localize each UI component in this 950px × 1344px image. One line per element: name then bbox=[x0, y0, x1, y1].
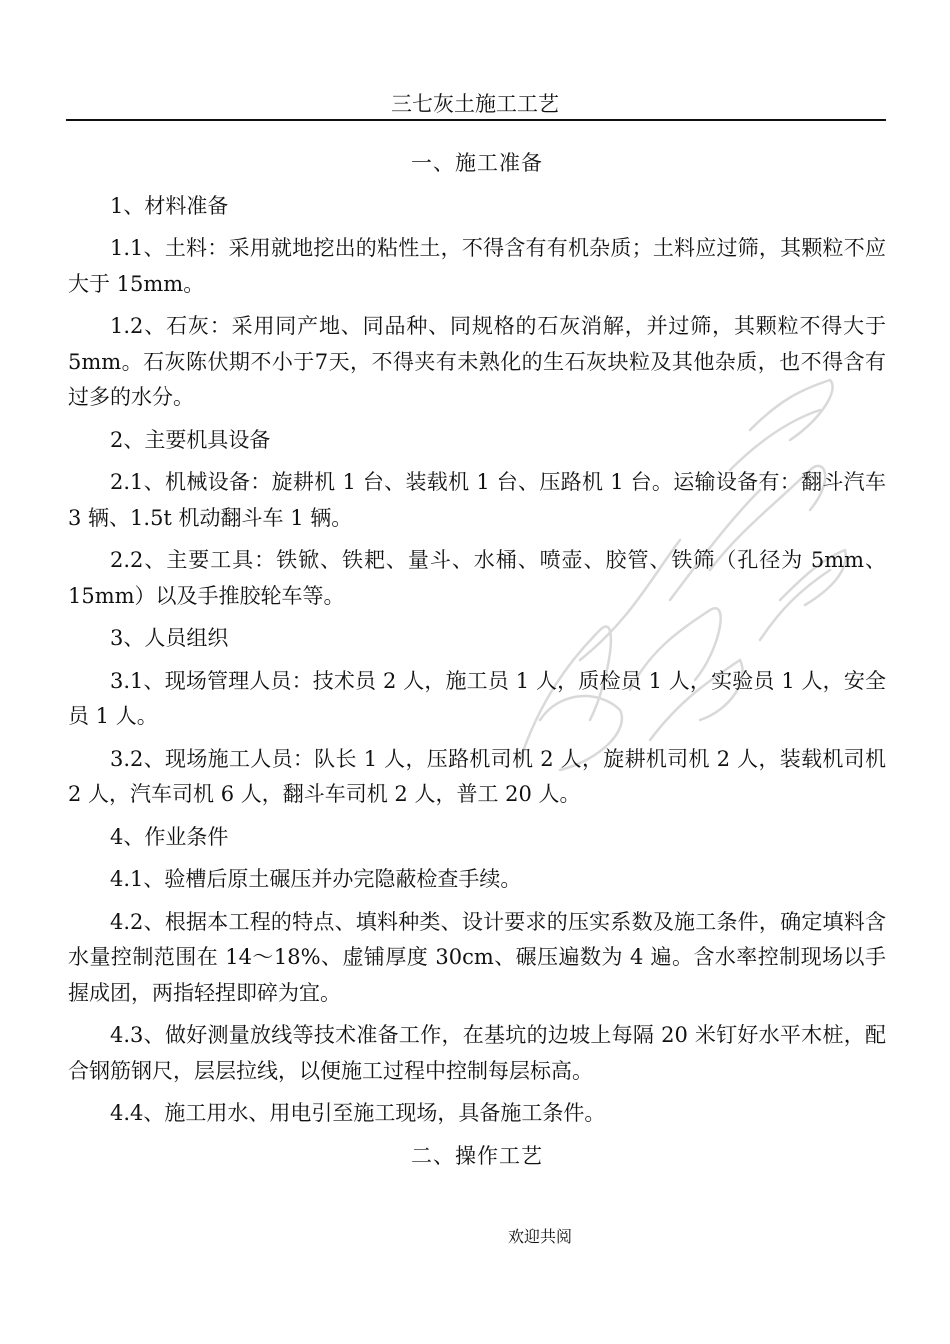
paragraph: 3.1、现场管理人员：技术员 2 人，施工员 1 人，质检员 1 人，实验员 1 人，安全员 1 人。 bbox=[68, 668, 886, 728]
paragraph: 4.3、做好测量放线等技术准备工作，在基坑的边坡上每隔 20 米钉好水平木桩，配合钢筋钢尺，层层拉线，以便施工过程中控制每层标高。 bbox=[68, 1023, 886, 1083]
document-title: 三七灰土施工工艺 bbox=[391, 92, 559, 116]
section-heading-2: 二、操作工艺 bbox=[411, 1143, 543, 1168]
paragraph: 1、材料准备 bbox=[110, 193, 229, 218]
page-footer: 欢迎共阅 bbox=[507, 1227, 572, 1246]
document-body bbox=[68, 146, 886, 1181]
section-heading-1: 一、施工准备 bbox=[411, 151, 543, 175]
paragraph: 1.2、石灰：采用同产地、同品种、同规格的石灰消解，并过筛，其颗粒不得大于 5mm。石灰陈伏期不小于7天，不得夹有未熟化的生石灰块粒及其他杂质，也不得含有过多的水分。 bbox=[68, 314, 886, 409]
paragraph: 4、作业条件 bbox=[110, 824, 229, 849]
paragraph: 2、主要机具设备 bbox=[110, 427, 271, 452]
title-underline bbox=[66, 119, 886, 121]
paragraph: 2.2、主要工具：铁锨、铁耙、量斗、水桶、喷壶、胶管、铁筛（孔径为 5mm、15mm）以及手推胶轮车等。 bbox=[68, 548, 886, 608]
paragraph: 3.2、现场施工人员：队长 1 人，压路机司机 2 人，旋耕机司机 2 人，装载机司机 2 人，汽车司机 6 人，翻斗车司机 2 人，普工 20 人。 bbox=[68, 746, 886, 806]
paragraph: 4.4、施工用水、用电引至施工现场，具备施工条件。 bbox=[110, 1101, 606, 1125]
paragraph: 2.1、机械设备：旋耕机 1 台、装载机 1 台、压路机 1 台。运输设备有：翻斗汽车 3 辆、1.5t 机动翻斗车 1 辆。 bbox=[68, 470, 886, 530]
paragraph: 4.2、根据本工程的特点、填料种类、设计要求的压实系数及施工条件，确定填料含水量控制范围在 14～18%、虚铺厚度 30cm、碾压遍数为 4 遍。含水率控制现场以手握成团，两指轻捏即碎为宜。 bbox=[68, 909, 886, 1005]
paragraph: 3、人员组织 bbox=[110, 626, 229, 650]
paragraph: 4.1、验槽后原土碾压并办完隐蔽检查手续。 bbox=[110, 867, 522, 891]
paragraph: 1.1、土料：采用就地挖出的粘性土，不得含有有机杂质；土料应过筛，其颗粒不应大于 15mm。 bbox=[68, 236, 886, 296]
